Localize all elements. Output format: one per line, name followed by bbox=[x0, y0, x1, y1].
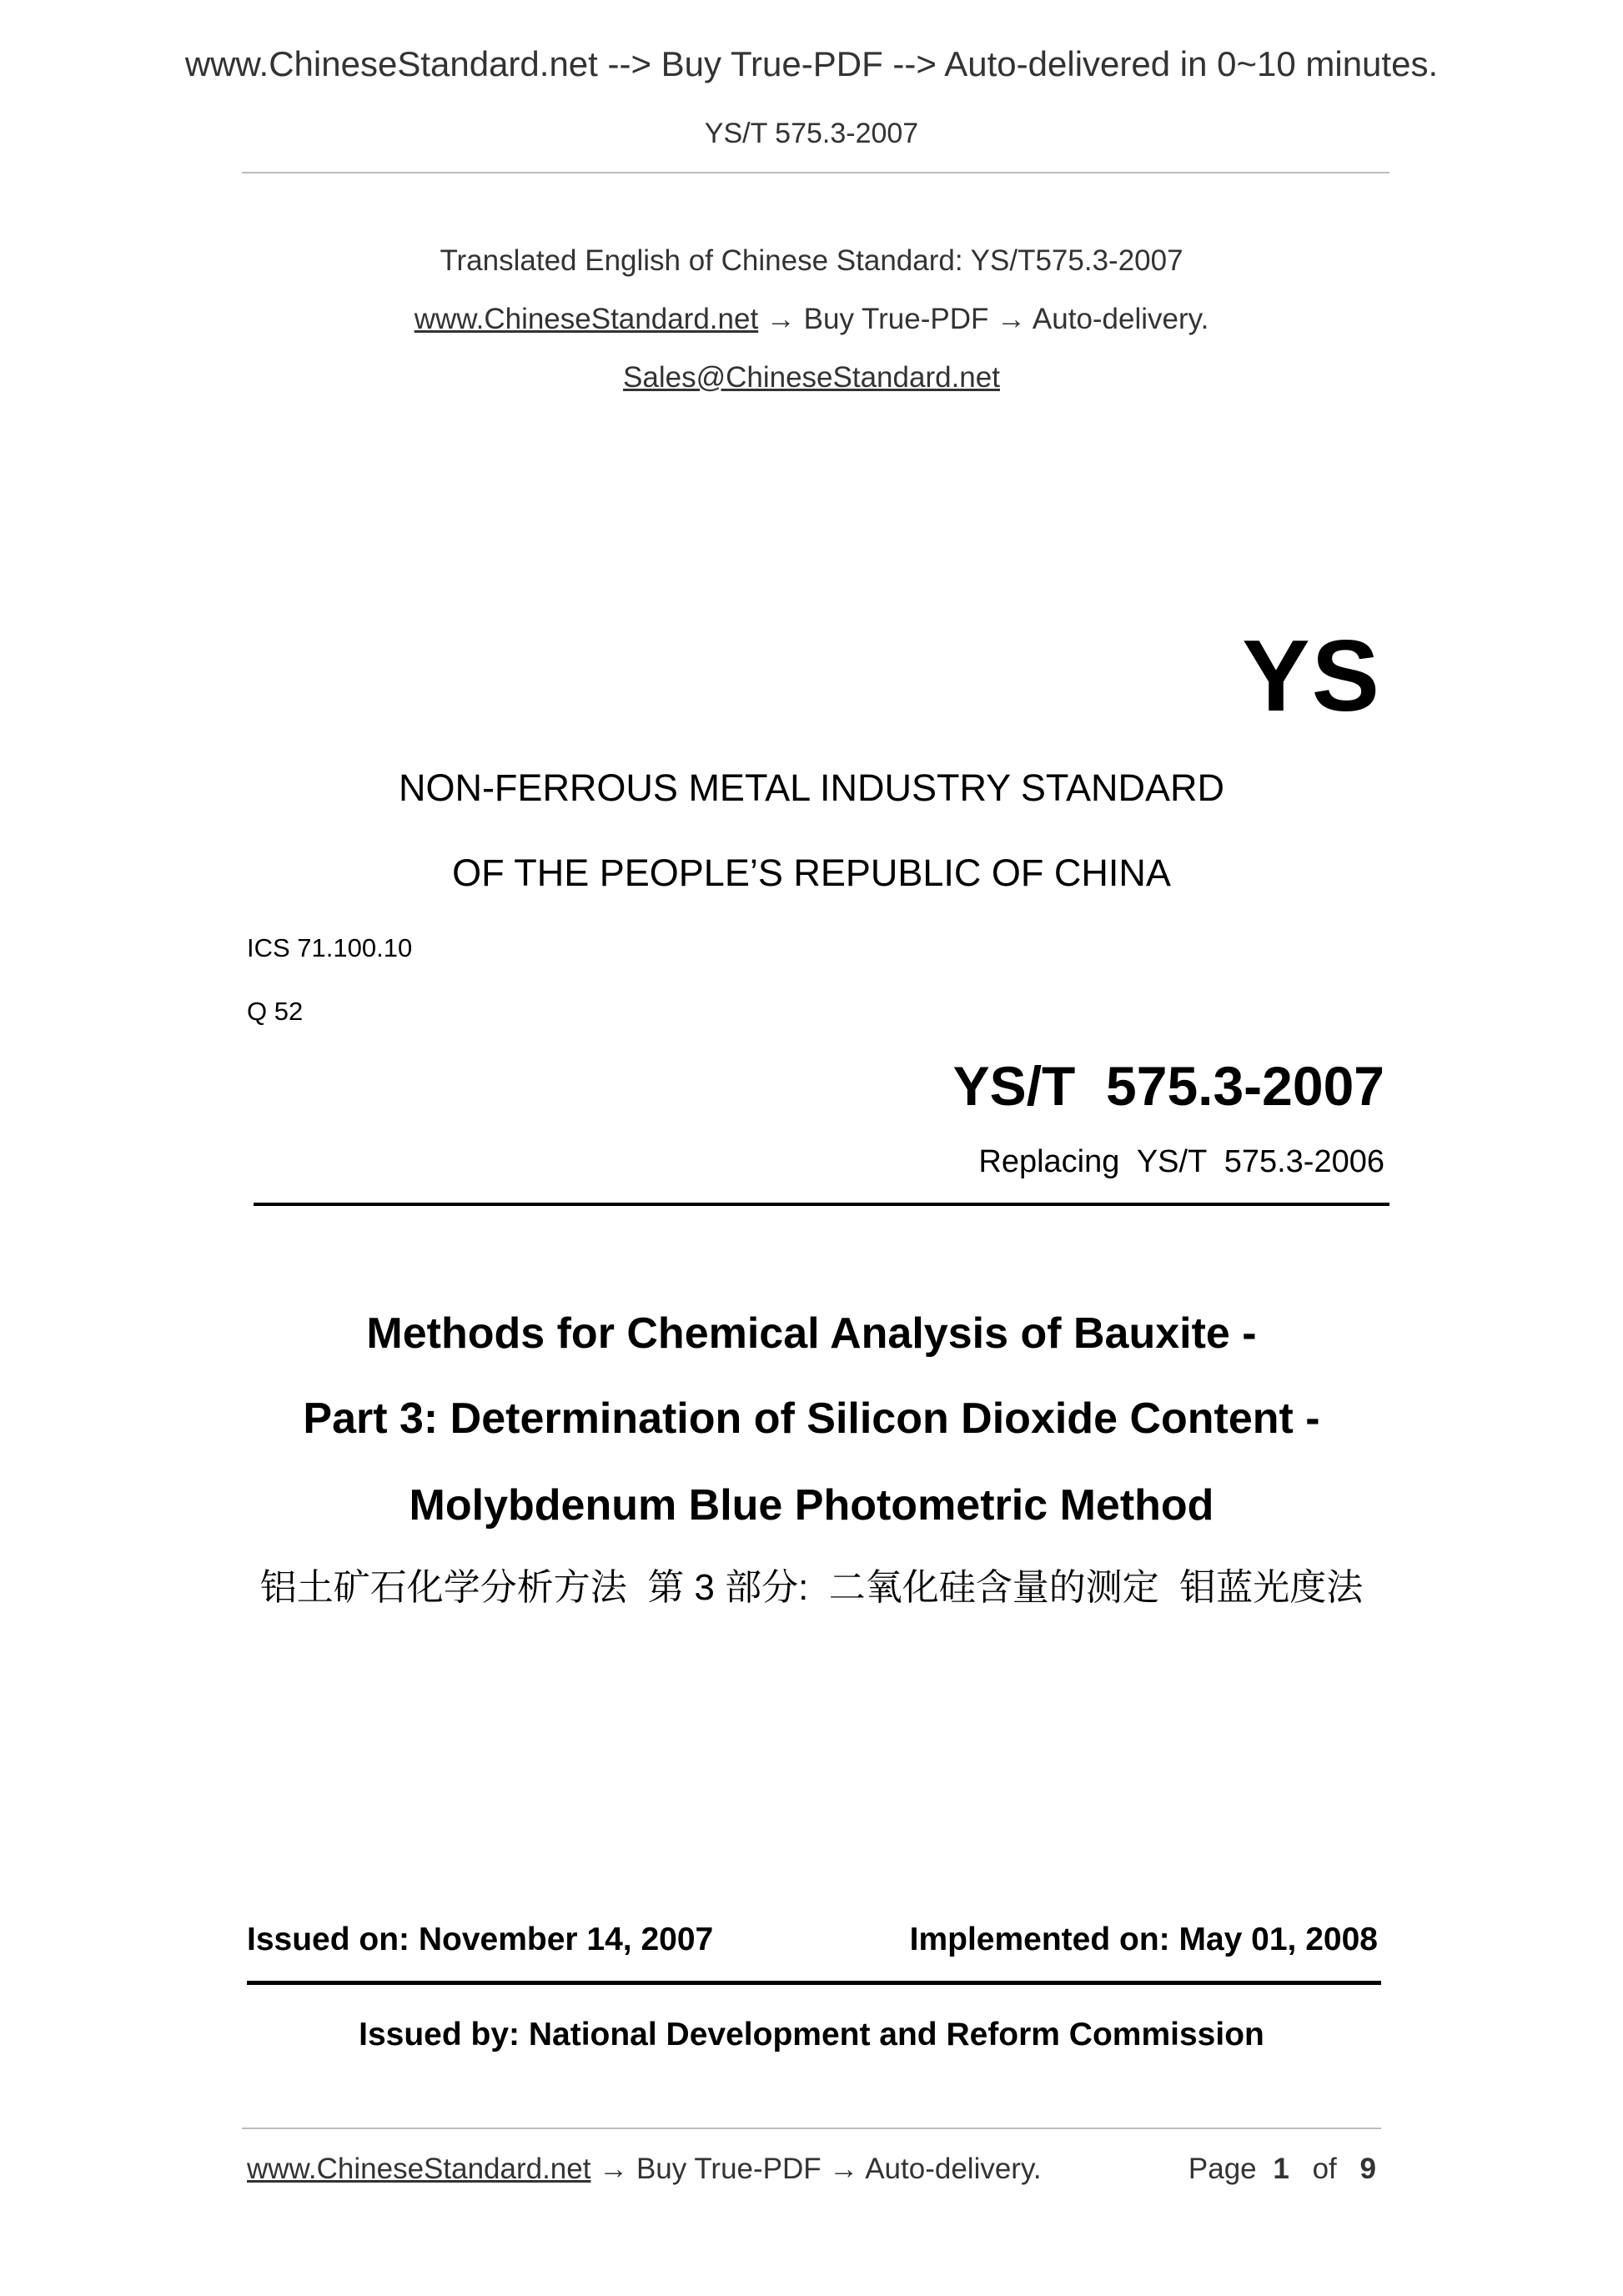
page-indicator bbox=[1188, 2152, 1376, 2187]
footer-delivery-line bbox=[247, 2152, 1042, 2187]
site-link[interactable]: www.ChineseStandard.net bbox=[414, 303, 759, 335]
footer-site-link[interactable]: www.ChineseStandard.net bbox=[247, 2153, 591, 2185]
auto-delivery-text: Auto-delivery. bbox=[1032, 303, 1209, 335]
buy-true-pdf-text: Buy True-PDF bbox=[803, 303, 989, 335]
implemented-on: Implemented on: May 01, 2008 bbox=[909, 1922, 1378, 1957]
issued-by: Issued by: National Development and Reform Commission bbox=[359, 2017, 1264, 2052]
footer-divider bbox=[242, 2128, 1381, 2129]
arrow-right-icon: → bbox=[766, 303, 796, 335]
of-label: of bbox=[1312, 2153, 1337, 2185]
arrow-right-icon: → bbox=[997, 303, 1027, 335]
ys-logo-text: YS bbox=[1242, 619, 1381, 732]
ccs-code: Q 52 bbox=[247, 997, 304, 1026]
standard-number: YS/T 575.3-2007 bbox=[952, 1055, 1384, 1117]
delivery-line bbox=[0, 302, 1623, 337]
page-label: Page bbox=[1188, 2153, 1257, 2185]
header-standard-code: YS/T 575.3-2007 bbox=[704, 118, 919, 149]
sales-email-link[interactable]: Sales@ChineseStandard.net bbox=[623, 361, 1000, 394]
ics-code: ICS 71.100.10 bbox=[247, 933, 413, 962]
arrow-right-icon: → bbox=[599, 2153, 629, 2185]
title-chinese: 铝土矿石化学分析方法 第 3 部分: 二氧化硅含量的测定 钼蓝光度法 bbox=[259, 1567, 1364, 1608]
number-divider bbox=[254, 1203, 1389, 1206]
header-divider bbox=[242, 172, 1389, 173]
dates-divider bbox=[247, 1981, 1381, 1985]
replacing-text: Replacing YS/T 575.3-2006 bbox=[978, 1144, 1384, 1179]
industry-line-1: NON-FERROUS METAL INDUSTRY STANDARD bbox=[398, 766, 1225, 809]
title-line-3: Molybdenum Blue Photometric Method bbox=[409, 1481, 1214, 1530]
page-number: 1 bbox=[1273, 2153, 1289, 2185]
title-line-1: Methods for Chemical Analysis of Bauxite - bbox=[366, 1309, 1257, 1358]
sales-email-line bbox=[0, 360, 1623, 395]
title-line-2: Part 3: Determination of Silicon Dioxide Content - bbox=[303, 1394, 1320, 1443]
issued-on: Issued on: November 14, 2007 bbox=[247, 1922, 714, 1957]
footer-buy-text: Buy True-PDF bbox=[636, 2153, 822, 2185]
page-total: 9 bbox=[1359, 2153, 1376, 2185]
industry-line-2: OF THE PEOPLE’S REPUBLIC OF CHINA bbox=[452, 852, 1171, 894]
top-banner: www.ChineseStandard.net --> Buy True-PDF --> Auto-delivered in 0~10 minutes. bbox=[184, 44, 1439, 83]
arrow-right-icon: → bbox=[829, 2153, 859, 2185]
footer-auto-text: Auto-delivery. bbox=[865, 2153, 1042, 2185]
translated-line: Translated English of Chinese Standard: YS/T575.3-2007 bbox=[440, 244, 1183, 277]
